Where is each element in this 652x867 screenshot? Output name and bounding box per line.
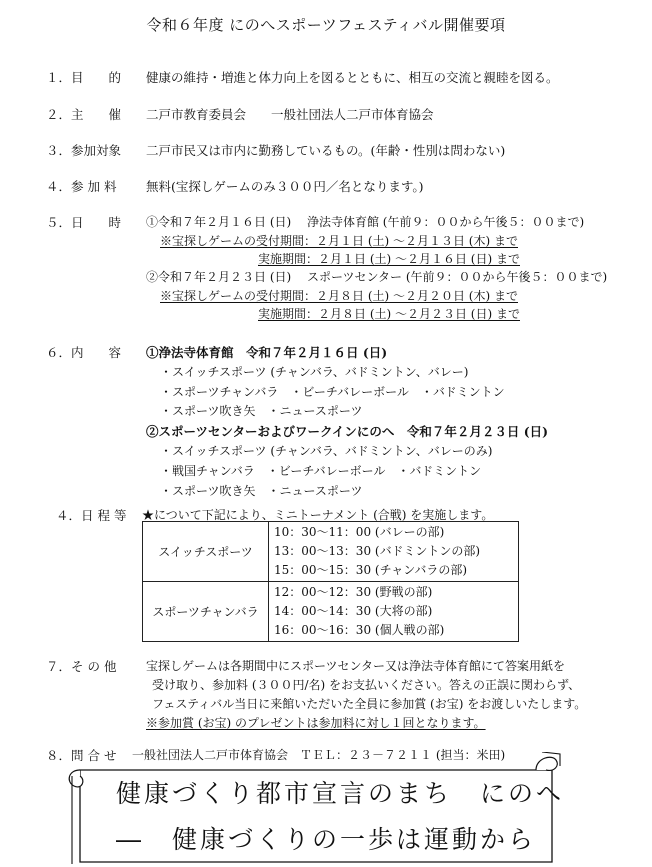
- slogan-banner: [66, 752, 564, 864]
- content-venue-2-item-c: ・スポーツ吹き矢 ・ニュースポーツ: [160, 484, 363, 498]
- section-organizer-text: 二戸市教育委員会 一般社団法人二戸市体育協会: [146, 107, 434, 122]
- section-purpose-text: 健康の維持・増進と体力向上を図るとともに、相互の交流と親睦を図る。: [146, 70, 559, 85]
- other-line-2: 受け取り、参加料 (３００円/名) をお支払いください。答えの正誤に関わらず、: [152, 678, 581, 692]
- section-contact-text: 一般社団法人二戸市体育協会 ＴＥＬ：２３－７２１１ (担当：米田): [132, 748, 506, 762]
- section-eligibility-text: 二戸市民又は市内に勤務しているもの。(年齢・性別は問わない): [146, 143, 506, 158]
- slogan-line-2: ― 健康づくりの一歩は運動から: [116, 825, 537, 854]
- schedule-time: 15：00～15：30 (チャンバラの部): [274, 563, 468, 577]
- schedule-time: 14：00～14：30 (大将の部): [274, 604, 433, 618]
- datetime-line-1: ①令和７年２月１６日 (日) 浄法寺体育館 (午前９：００から午後５：００まで): [146, 215, 585, 229]
- schedule-times-cell: [269, 582, 519, 642]
- section-contact-label: ８．問 合 せ: [46, 748, 117, 763]
- content-venue-1: ①浄法寺体育館 令和７年２月１６日 (日): [146, 345, 388, 360]
- section-content-label: ６．内 容: [46, 345, 122, 360]
- section-fee-label: ４．参 加 料: [46, 179, 117, 194]
- datetime-line-3: 実施期間：２月１日 (土) ～２月１６日 (日) まで: [258, 252, 520, 266]
- table-row: [143, 582, 519, 642]
- content-venue-1-item-c: ・スポーツ吹き矢 ・ニュースポーツ: [160, 404, 363, 418]
- datetime-line-4: ②令和７年２月２３日 (日) スポーツセンター (午前９：００から午後５：００まで): [146, 270, 608, 284]
- schedule-time: 10：30～11：00 (バレーの部): [274, 525, 445, 539]
- other-line-4: ※参加賞 (お宝) のプレゼントは参加料に対し１回となります。: [146, 716, 486, 730]
- datetime-line-5: ※宝探しゲームの受付期間：２月８日 (土) ～２月２０日 (木) まで: [160, 289, 518, 303]
- content-venue-2: ②スポーツセンターおよびワークインにのへ 令和７年２月２３日 (日): [146, 424, 549, 439]
- datetime-line-6: 実施期間：２月８日 (土) ～２月２３日 (日) まで: [258, 307, 520, 321]
- content-venue-1-item-b: ・スポーツチャンバラ ・ビーチバレーボール ・バドミントン: [160, 385, 505, 399]
- schedule-times-cell: [269, 522, 519, 582]
- section-purpose-label: １．目 的: [46, 70, 122, 85]
- content-venue-2-item-b: ・戦国チャンバラ ・ビーチバレーボール ・バドミントン: [160, 464, 482, 478]
- section-organizer-label: ２．主 催: [46, 107, 122, 122]
- section-other-label: ７．そ の 他: [46, 659, 117, 674]
- section-eligibility-label: ３．参加対象: [46, 143, 122, 158]
- schedule-category-cell: スポーツチャンバラ: [143, 582, 269, 642]
- schedule-time: 12：00～12：30 (野戦の部): [274, 585, 433, 599]
- section-schedule-label: ４．日 程 等: [56, 508, 127, 523]
- section-datetime-label: ５．日 時: [46, 215, 122, 230]
- schedule-intro: ★について下記により、ミニトーナメント (合戦) を実施します。: [142, 508, 494, 522]
- schedule-category-cell: スイッチスポーツ: [143, 522, 269, 582]
- section-fee-text: 無料(宝探しゲームのみ３００円／名となります。): [146, 179, 424, 194]
- datetime-line-2: ※宝探しゲームの受付期間：２月１日 (土) ～２月１３日 (木) まで: [160, 234, 518, 248]
- content-venue-2-item-a: ・スイッチスポーツ (チャンバラ、バドミントン、バレーのみ): [160, 444, 493, 458]
- slogan-line-1: 健康づくり都市宣言のまち にのへ: [116, 779, 565, 808]
- schedule-table: [142, 521, 519, 642]
- other-line-3: フェスティバル当日に来館いただいた全員に参加賞 (お宝) をお渡しいたします。: [152, 697, 587, 711]
- schedule-time: 13：00～13：30 (バドミントンの部): [274, 544, 481, 558]
- schedule-time: 16：00～16：30 (個人戦の部): [274, 623, 445, 637]
- other-line-1: 宝探しゲームは各期間中にスポーツセンター又は浄法寺体育館にて答案用紙を: [146, 659, 566, 673]
- page-title: 令和６年度 にのへスポーツフェスティバル開催要項: [146, 16, 506, 34]
- content-venue-1-item-a: ・スイッチスポーツ (チャンバラ、バドミントン、バレー): [160, 365, 469, 379]
- table-row: [143, 522, 519, 582]
